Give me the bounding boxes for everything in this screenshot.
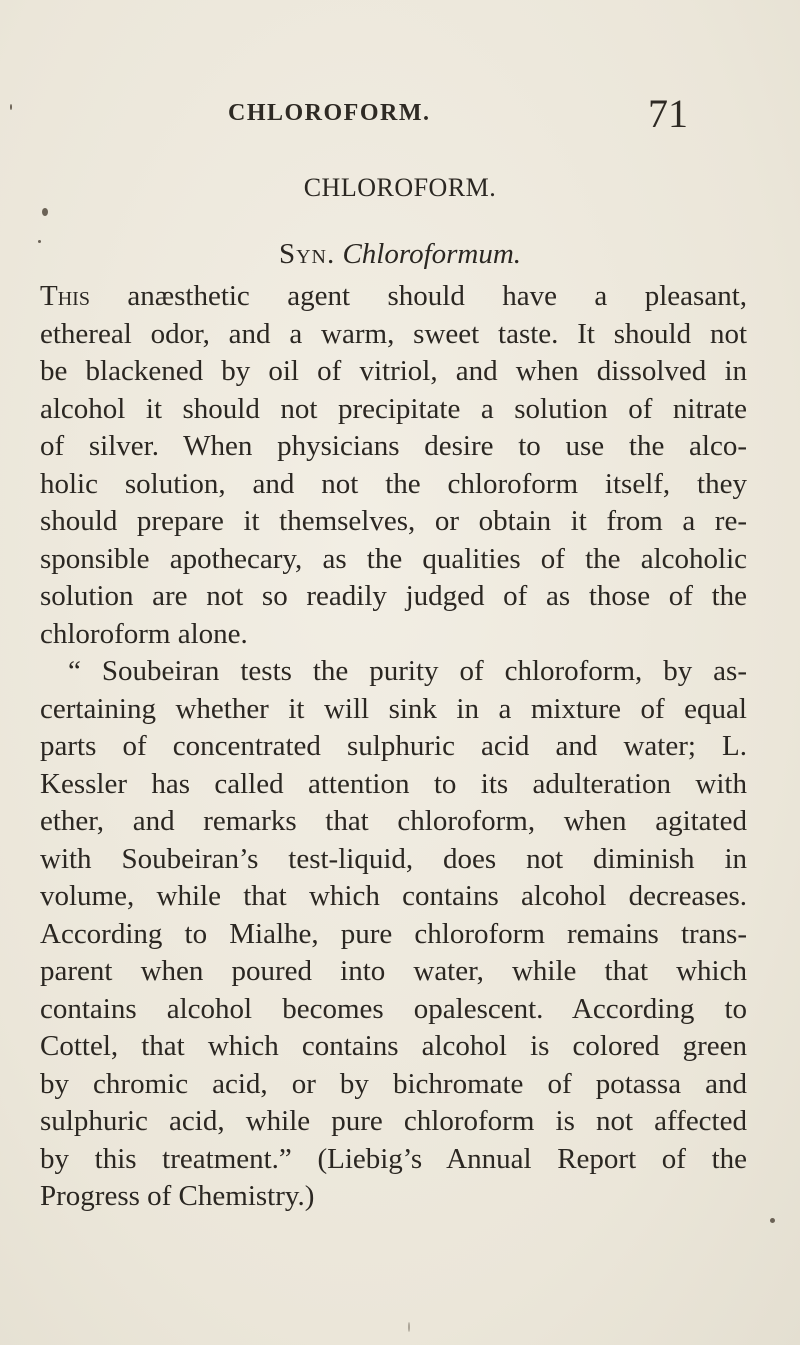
text-line: holic solution, and not the chloroform itself, they [40, 467, 747, 500]
text-line: by this treatment.” (Liebig’s Annual Report of the [40, 1142, 747, 1175]
text-line: contains alcohol becomes opalescent. According to [40, 992, 747, 1025]
text-line: be blackened by oil of vitriol, and when dissolved in [40, 355, 747, 387]
ink-speck [10, 104, 12, 110]
text-line: ethereal odor, and a warm, sweet taste. It should not [40, 317, 747, 350]
text-line: chloroform alone. [40, 617, 248, 650]
text-line: “ Soubeiran tests the purity of chloroform, by as- [68, 655, 747, 687]
text-line: with Soubeiran’s test-liquid, does not diminish in [40, 842, 747, 875]
text-line: This anæsthetic agent should have a pleasant, [40, 280, 747, 312]
text-line: should prepare it themselves, or obtain it from a re- [40, 505, 747, 537]
text-line: certaining whether it will sink in a mixture of equal [40, 692, 747, 725]
ink-speck [42, 208, 48, 216]
synonym-label: Syn. [278, 238, 336, 270]
text-line: Progress of Chemistry.) [40, 1180, 315, 1212]
text-line: sulphuric acid, while pure chloroform is not affected [40, 1105, 747, 1137]
drop-word: This [40, 280, 90, 312]
running-title: CHLOROFORM. [228, 100, 431, 126]
text-line: volume, while that which contains alcohol decreases. [40, 880, 747, 912]
text-line: by chromic acid, or by bichromate of potassa and [40, 1067, 747, 1100]
text-line: Kessler has called attention to its adulteration with [40, 767, 747, 800]
ink-speck [408, 1322, 410, 1332]
synonym-line [0, 238, 800, 271]
text-line: of silver. When physicians desire to use the alco- [40, 430, 747, 462]
text-line: ether, and remarks that chloroform, when agitated [40, 805, 747, 837]
text-line: solution are not so readily judged of as those of the [40, 580, 747, 612]
ink-speck [770, 1218, 775, 1223]
text-line: sponsible apothecary, as the qualities of the alcoholic [40, 542, 747, 575]
page-number: 71 [648, 91, 688, 136]
text-line: alcohol it should not precipitate a solution of nitrate [40, 392, 747, 425]
body-text [40, 278, 747, 1216]
text-line: Cottel, that which contains alcohol is colored green [40, 1030, 747, 1062]
text-line: According to Mialhe, pure chloroform remains trans- [40, 917, 747, 950]
running-head [0, 91, 800, 136]
entry-title: CHLOROFORM. [303, 173, 497, 202]
text-line: parent when poured into water, while that which [40, 955, 747, 987]
synonym-name: Chloroformum. [342, 238, 522, 270]
text-line: parts of concentrated sulphuric acid and water; L. [40, 730, 747, 762]
